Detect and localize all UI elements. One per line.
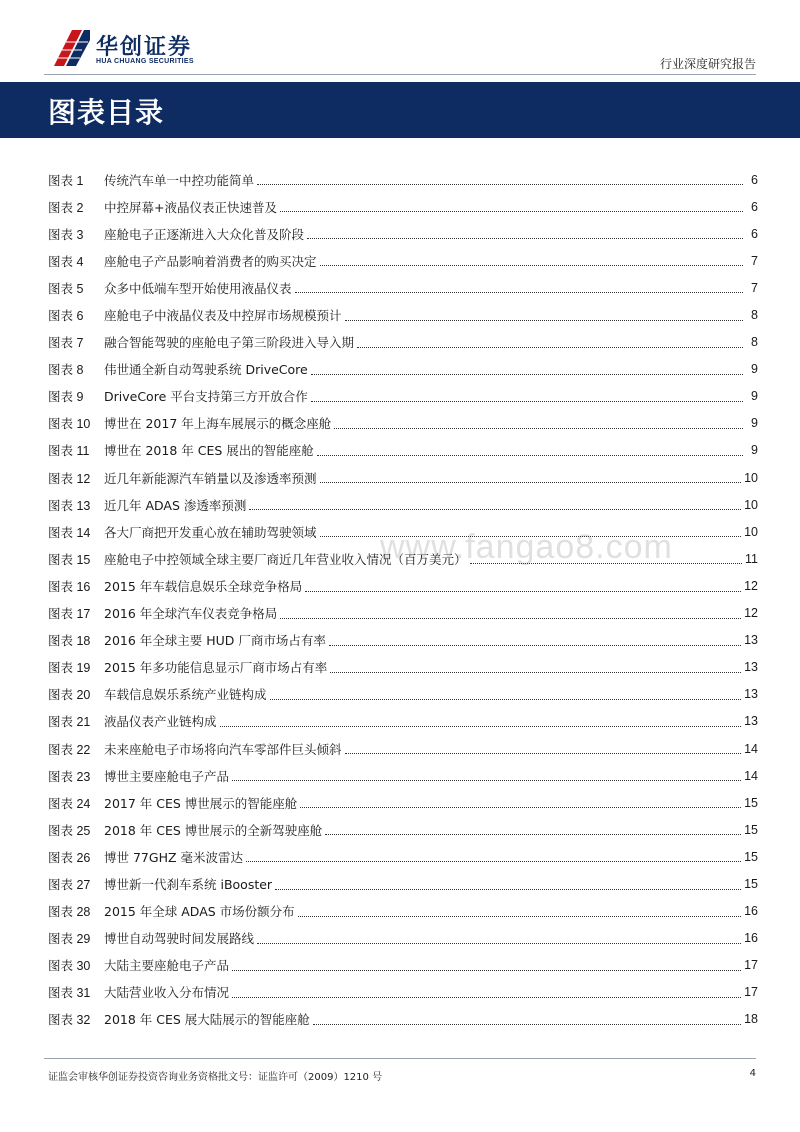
toc-dot-leader [295, 291, 743, 293]
toc-dot-leader [320, 535, 742, 537]
toc-entry-number: 图表 3 [48, 227, 84, 242]
toc-entry-title: 2016 年全球汽车仪表竞争格局 [104, 606, 278, 622]
toc-entry-title: 2017 年 CES 博世展示的智能座舱 [104, 795, 298, 811]
toc-entry-title: 传统汽车单一中控功能简单 [104, 172, 255, 188]
toc-entry[interactable] [48, 545, 758, 572]
toc-entry-title: 近几年新能源汽车销量以及渗透率预测 [104, 470, 317, 486]
toc-entry-title: 伟世通全新自动驾驶系统 DriveCore [104, 362, 308, 378]
toc-entry-page: 16 [744, 904, 758, 919]
toc-entry-number: 图表 30 [48, 959, 91, 974]
toc-dot-leader [311, 400, 743, 402]
toc-entry-page: 13 [744, 660, 758, 675]
toc-entry-number: 图表 5 [48, 281, 84, 296]
toc-entry-title: 2015 年全球 ADAS 市场份额分布 [104, 904, 295, 920]
section-title: 图表目录 [48, 96, 165, 129]
toc-entry-number: 图表 15 [48, 552, 91, 567]
toc-entry-page: 6 [751, 172, 758, 187]
toc-entry-page: 15 [744, 849, 758, 864]
toc-entry-number: 图表 32 [48, 1013, 91, 1028]
toc-entry-title: DriveCore 平台支持第三方开放合作 [104, 389, 308, 405]
toc-entry-page: 13 [744, 633, 758, 648]
toc-dot-leader [232, 779, 741, 781]
toc-entry[interactable] [48, 952, 758, 979]
toc-dot-leader [300, 806, 741, 808]
toc-entry-title: 众多中低端车型开始使用液晶仪表 [104, 280, 292, 296]
toc-entry-page: 15 [744, 795, 758, 810]
toc-entry[interactable] [48, 491, 758, 518]
toc-entry-title: 2015 年多功能信息显示厂商市场占有率 [104, 660, 328, 676]
toc-entry-page: 9 [751, 416, 758, 431]
toc-entry-number: 图表 9 [48, 390, 84, 405]
toc-entry-title: 2016 年全球主要 HUD 厂商市场占有率 [104, 633, 326, 649]
logo-mark-icon [52, 28, 92, 68]
toc-entry[interactable] [48, 735, 758, 762]
toc-entry-title: 各大厂商把开发重心放在辅助驾驶领域 [104, 524, 317, 540]
toc-dot-leader [275, 888, 741, 890]
toc-entry-page: 10 [744, 524, 758, 539]
toc-entry-page: 14 [744, 741, 758, 756]
toc-dot-leader [232, 969, 741, 971]
toc-entry-number: 图表 6 [48, 309, 84, 324]
toc-entry-page: 13 [744, 687, 758, 702]
company-logo [52, 28, 200, 68]
toc-entry-number: 图表 13 [48, 498, 91, 513]
toc-entry[interactable] [48, 437, 758, 464]
toc-entry-title: 座舱电子正逐渐进入大众化普及阶段 [104, 226, 305, 242]
toc-entry-page: 7 [751, 280, 758, 295]
toc-dot-leader [280, 617, 741, 619]
toc-entry[interactable] [48, 518, 758, 545]
toc-entry[interactable] [48, 898, 758, 925]
section-title-bar [0, 82, 800, 138]
toc-entry-title: 2018 年 CES 展大陆展示的智能座舱 [104, 1012, 310, 1028]
toc-entry-page: 12 [744, 578, 758, 593]
toc-entry-page: 13 [744, 714, 758, 729]
page-header [0, 0, 800, 82]
toc-dot-leader [257, 183, 743, 185]
toc-entry-number: 图表 2 [48, 200, 84, 215]
toc-entry-number: 图表 28 [48, 905, 91, 920]
toc-dot-leader [320, 264, 743, 266]
toc-dot-leader [345, 319, 743, 321]
toc-entry[interactable] [48, 383, 758, 410]
toc-entry-page: 9 [751, 362, 758, 377]
toc-dot-leader [298, 915, 741, 917]
toc-entry[interactable] [48, 220, 758, 247]
toc-entry[interactable] [48, 193, 758, 220]
toc-entry-page: 6 [751, 226, 758, 241]
toc-dot-leader [270, 698, 742, 700]
toc-entry-page: 18 [744, 1012, 758, 1027]
toc-entry-number: 图表 19 [48, 661, 91, 676]
toc-entry-page: 16 [744, 931, 758, 946]
toc-entry[interactable] [48, 925, 758, 952]
footer-license-text: 证监会审核华创证券投资咨询业务资格批文号：证监许可（2009）1210 号 [48, 1072, 383, 1083]
toc-dot-leader [246, 860, 741, 862]
toc-entry-title: 博世在 2018 年 CES 展出的智能座舱 [104, 443, 314, 459]
toc-entry[interactable] [48, 247, 758, 274]
toc-entry-page: 8 [751, 308, 758, 323]
toc-entry[interactable] [48, 301, 758, 328]
toc-entry-title: 中控屏幕+液晶仪表正快速普及 [104, 199, 277, 215]
toc-entry[interactable] [48, 600, 758, 627]
toc-entry-number: 图表 12 [48, 471, 91, 486]
header-divider [44, 74, 756, 75]
toc-entry-number: 图表 11 [48, 444, 90, 459]
toc-entry-page: 11 [745, 551, 758, 566]
toc-entry-number: 图表 18 [48, 634, 91, 649]
toc-entry[interactable] [48, 654, 758, 681]
toc-entry-page: 17 [744, 958, 758, 973]
toc-entry-title: 博世在 2017 年上海车展展示的概念座舱 [104, 416, 332, 432]
toc-entry-number: 图表 1 [48, 173, 84, 188]
toc-entry[interactable] [48, 708, 758, 735]
toc-entry-number: 图表 27 [48, 877, 91, 892]
toc-dot-leader [311, 373, 743, 375]
toc-entry-page: 8 [751, 335, 758, 350]
toc-entry-number: 图表 29 [48, 932, 91, 947]
toc-entry[interactable] [48, 789, 758, 816]
toc-entry-page: 6 [751, 199, 758, 214]
toc-entry-title: 2018 年 CES 博世展示的全新驾驶座舱 [104, 822, 323, 838]
toc-entry-page: 15 [744, 822, 758, 837]
toc-dot-leader [320, 481, 742, 483]
toc-entry[interactable] [48, 1006, 758, 1033]
toc-entry-title: 座舱电子中控领域全球主要厂商近几年营业收入情况（百万美元） [104, 551, 467, 567]
toc-entry-number: 图表 4 [48, 254, 84, 269]
toc-dot-leader [305, 590, 741, 592]
toc-dot-leader [334, 427, 743, 429]
page-number: 4 [749, 1068, 756, 1079]
toc-entry-number: 图表 10 [48, 417, 91, 432]
toc-entry[interactable] [48, 870, 758, 897]
logo-english-name: HUA CHUANG SECURITIES [96, 58, 194, 65]
watermark: www.fangao8.com [380, 528, 673, 566]
toc-dot-leader [257, 942, 741, 944]
toc-entry-title: 2015 年车载信息娱乐全球竞争格局 [104, 578, 303, 594]
toc-entry-title: 座舱电子产品影响着消费者的购买决定 [104, 253, 317, 269]
toc-dot-leader [330, 671, 741, 673]
toc-entry-title: 博世主要座舱电子产品 [104, 768, 230, 784]
toc-entry[interactable] [48, 843, 758, 870]
toc-entry-number: 图表 24 [48, 796, 91, 811]
toc-entry-number: 图表 8 [48, 363, 84, 378]
toc-entry-page: 12 [744, 606, 758, 621]
toc-dot-leader [345, 752, 742, 754]
toc-entry-title: 博世自动驾驶时间发展路线 [104, 931, 255, 947]
toc-entry[interactable] [48, 816, 758, 843]
toc-dot-leader [249, 508, 741, 510]
toc-entry[interactable] [48, 356, 758, 383]
toc-entry[interactable] [48, 166, 758, 193]
toc-entry-number: 图表 25 [48, 823, 91, 838]
toc-entry-title: 车载信息娱乐系统产业链构成 [104, 687, 267, 703]
toc-dot-leader [307, 237, 743, 239]
toc-entry[interactable] [48, 681, 758, 708]
footer-divider [44, 1058, 756, 1059]
toc-entry[interactable] [48, 572, 758, 599]
toc-dot-leader [325, 833, 741, 835]
report-type-label: 行业深度研究报告 [659, 57, 756, 71]
toc-dot-leader [220, 725, 742, 727]
toc-entry-number: 图表 7 [48, 336, 84, 351]
toc-entry[interactable] [48, 762, 758, 789]
toc-dot-leader [280, 210, 743, 212]
toc-entry-page: 14 [744, 768, 758, 783]
toc-entry[interactable] [48, 410, 758, 437]
logo-chinese-name: 华创证券 [96, 35, 193, 60]
toc-entry-title: 未来座舱电子市场将向汽车零部件巨头倾斜 [104, 741, 342, 757]
toc-entry-page: 7 [751, 253, 758, 268]
toc-entry-title: 大陆主要座舱电子产品 [104, 958, 230, 974]
toc-entry-number: 图表 31 [48, 986, 91, 1001]
toc-entry-title: 液晶仪表产业链构成 [104, 714, 217, 730]
toc-dot-leader [317, 454, 743, 456]
toc-entry-page: 9 [751, 389, 758, 404]
toc-dot-leader [329, 644, 741, 646]
toc-entry-title: 座舱电子中液晶仪表及中控屏市场规模预计 [104, 308, 342, 324]
toc-entry-number: 图表 21 [48, 715, 91, 730]
toc-entry-number: 图表 14 [48, 525, 91, 540]
toc-dot-leader [232, 996, 741, 998]
toc-entry-number: 图表 22 [48, 742, 91, 757]
toc-entry-title: 近几年 ADAS 渗透率预测 [104, 497, 247, 513]
toc-entry-title: 博世 77GHZ 毫米波雷达 [104, 849, 244, 865]
toc-dot-leader [470, 562, 743, 564]
toc-entry-title: 大陆营业收入分布情况 [104, 985, 230, 1001]
toc-entry[interactable] [48, 979, 758, 1006]
toc-entry-number: 图表 20 [48, 688, 91, 703]
toc-entry-number: 图表 23 [48, 769, 91, 784]
figure-list [48, 166, 758, 1033]
toc-entry[interactable] [48, 627, 758, 654]
toc-entry-page: 17 [744, 985, 758, 1000]
toc-entry-page: 15 [744, 876, 758, 891]
toc-entry-page: 10 [744, 470, 758, 485]
toc-entry-page: 10 [744, 497, 758, 512]
toc-entry-page: 9 [751, 443, 758, 458]
toc-entry-number: 图表 16 [48, 579, 91, 594]
toc-dot-leader [313, 1023, 741, 1025]
toc-dot-leader [357, 346, 743, 348]
toc-entry[interactable] [48, 329, 758, 356]
toc-entry[interactable] [48, 274, 758, 301]
toc-entry-number: 图表 26 [48, 850, 91, 865]
toc-entry-title: 博世新一代刹车系统 iBooster [104, 876, 273, 892]
toc-entry-title: 融合智能驾驶的座舱电子第三阶段进入导入期 [104, 335, 355, 351]
toc-entry[interactable] [48, 464, 758, 491]
toc-entry-number: 图表 17 [48, 607, 91, 622]
